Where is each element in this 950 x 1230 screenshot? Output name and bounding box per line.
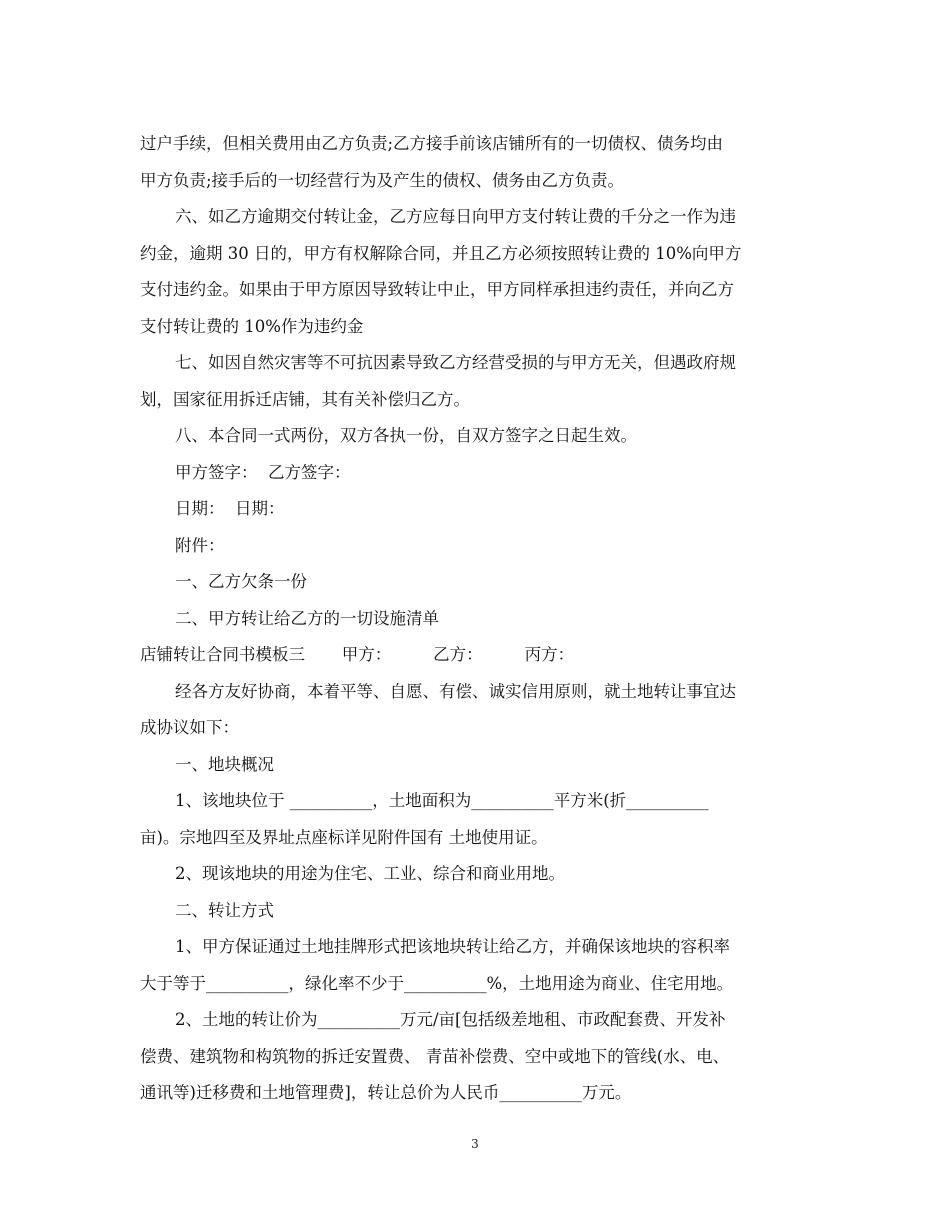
text-line: 七、如因自然灾害等不可抗因素导致乙方经营受损的与甲方无关，但遇政府规 [175,353,736,372]
text-line: 甲方负责;接手后的一切经营行为及产生的债权、债务由乙方负责。 [140,170,625,190]
text-line: 店铺转让合同书模板三 甲方： 乙方： 丙方： [140,645,575,664]
text-line: 约金，逾期 30 日的，甲方有权解除合同，并且乙方必须按照转让费的 10%向甲方 [140,243,742,263]
text-line: 成协议如下： [140,718,239,737]
text-line: 一、乙方欠条一份 [175,572,307,591]
text-line: 甲方签字： 乙方签字： [175,462,351,482]
text-line: 1、甲方保证通过土地挂牌形式把该地块转让给乙方，并确保该地块的容积率 [175,937,730,956]
text-line: 1、该地块位于 __________，土地面积为__________平方米(折__________ [175,791,709,810]
text-line: 支付转让费的 10%作为违约金 [140,316,364,336]
page-number: 3 [471,1137,479,1151]
text-line: 二、甲方转让给乙方的一切设施清单 [175,608,439,628]
text-line: 一、地块概况 [175,754,274,774]
text-line: 经各方友好协商，本着平等、自愿、有偿、诚实信用原则，就土地转让事宜达 [175,681,736,701]
text-line: 过户手续，但相关费用由乙方负责;乙方接手前该店铺所有的一切债权、债务均由 [140,134,724,153]
text-line: 偿费、建筑物和构筑物的拆迁安置费、 青苗补偿费、空中或地下的管线(水、电、 [140,1046,730,1066]
text-line: 亩)。宗地四至及界址点座标详见附件国有 土地使用证。 [140,827,548,847]
text-line: 大于等于__________，绿化率不少于__________%，土地用途为商业、住宅用地。 [140,973,734,993]
text-line: 日期： 日期： [175,499,285,518]
text-line: 八、本合同一式两份，双方各执一份，自双方签字之日起生效。 [175,426,637,445]
text-line: 支付违约金。如果由于甲方原因导致转让中止，甲方同样承担违约责任，并向乙方 [140,280,734,299]
text-line: 2、现该地块的用途为住宅、工业、综合和商业用地。 [175,864,565,883]
text-line: 通讯等)迁移费和土地管理费]，转让总价为人民币__________万元。 [140,1083,632,1102]
text-line: 2、土地的转让价为__________万元/亩[包括级差地租、市政配套费、开发补 [175,1010,726,1029]
text-line: 划，国家征用拆迁店铺，其有关补偿归乙方。 [140,389,470,409]
text-line: 附件： [175,535,225,555]
text-line: 二、转让方式 [175,900,274,920]
text-line: 六、如乙方逾期交付转让金，乙方应每日向甲方支付转让费的千分之一作为违 [175,207,736,226]
document-body [140,126,820,1112]
